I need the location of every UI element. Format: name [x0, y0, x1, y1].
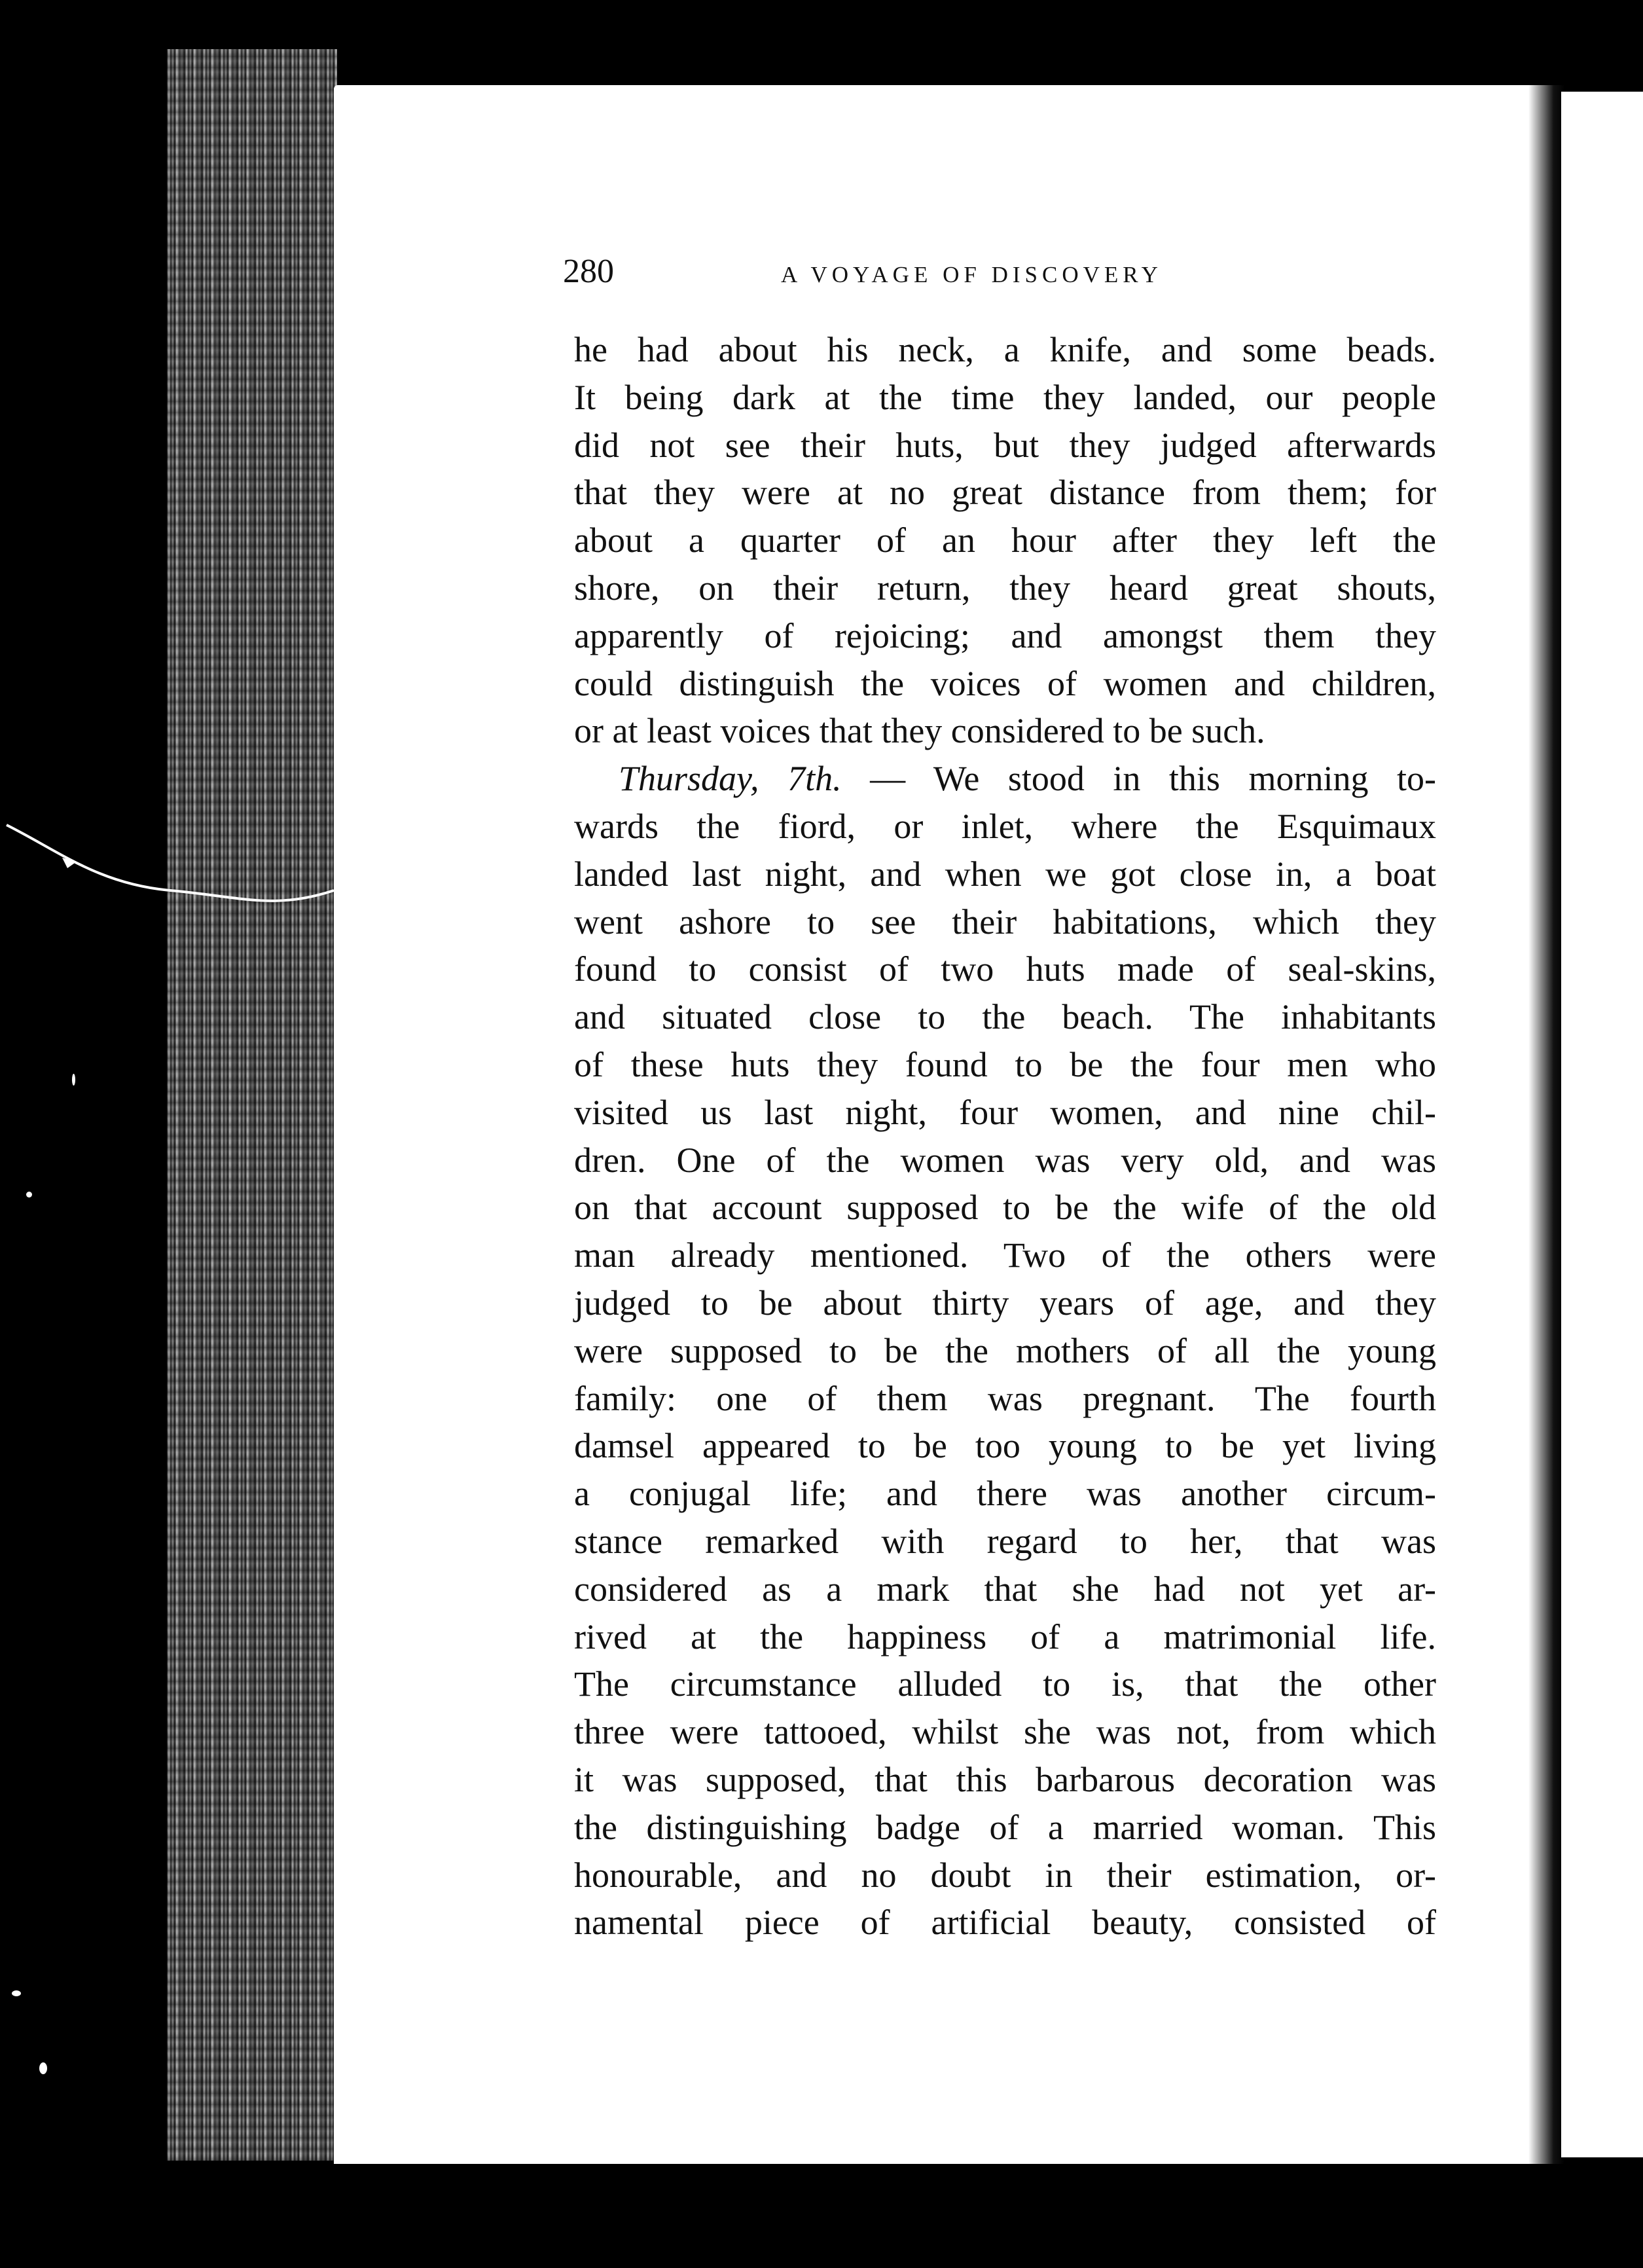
text-line: honourable, and no doubt in their estimation, or- — [574, 1855, 1436, 1895]
next-page-edge — [1561, 92, 1643, 2157]
text-line: damsel appeared to be too young to be yet living — [574, 1426, 1436, 1466]
text-line: shore, on their return, they heard great shouts, — [574, 568, 1436, 608]
text-line: that they were at no great distance from them; for — [574, 473, 1436, 513]
text-line: or at least voices that they considered to be such. — [574, 711, 1265, 751]
text-line: about a quarter of an hour after they left the — [574, 521, 1436, 560]
text-line: on that account supposed to be the wife of the old — [574, 1188, 1436, 1228]
text-line: the distinguishing badge of a married woman. This — [574, 1807, 1436, 1847]
text-line: stance remarked with regard to her, that was — [574, 1521, 1436, 1561]
text-line: he had about his neck, a knife, and some beads. — [574, 330, 1436, 369]
text-line: considered as a mark that she had not yet ar- — [574, 1569, 1436, 1609]
scan-speck — [12, 1990, 21, 1996]
text-line: found to consist of two huts made of seal-skins, — [574, 949, 1436, 989]
gutter-shadow — [1528, 85, 1564, 2164]
entry-date: Thursday, 7th. — [619, 759, 842, 799]
text-line: of these huts they found to be the four men who — [574, 1044, 1436, 1084]
text-line: wards the fiord, or inlet, where the Esquimaux — [574, 806, 1436, 846]
text-line: It being dark at the time they landed, our people — [574, 377, 1436, 417]
page-header — [563, 249, 1218, 295]
paragraph-first-line — [574, 755, 1436, 803]
scan-speck — [39, 2062, 47, 2074]
body-text — [574, 326, 1436, 1947]
text-line: it was supposed, that this barbarous decoration was — [574, 1759, 1436, 1799]
loose-thread-mark — [0, 812, 340, 917]
text-line: were supposed to be the mothers of all the young — [574, 1330, 1436, 1370]
text-line: three were tattooed, whilst she was not, from which — [574, 1712, 1436, 1752]
text-line: namental piece of artificial beauty, consisted of — [574, 1903, 1436, 1943]
scan-speck — [1623, 1408, 1627, 1412]
text-line: and situated close to the beach. The inhabitants — [574, 997, 1436, 1037]
text-line: family: one of them was pregnant. The fourth — [574, 1378, 1436, 1418]
text-line: visited us last night, four women, and nine chil- — [574, 1092, 1436, 1132]
scan-speck — [26, 1192, 32, 1198]
text-line: The circumstance alluded to is, that the other — [574, 1664, 1436, 1704]
text-line: a conjugal life; and there was another circum- — [574, 1474, 1436, 1514]
text-line: did not see their huts, but they judged afterwards — [574, 425, 1436, 465]
text-line: apparently of rejoicing; and amongst them they — [574, 615, 1436, 655]
text-line: landed last night, and when we got close in, a boat — [574, 854, 1436, 894]
text-line: dren. One of the women was very old, and was — [574, 1140, 1436, 1180]
entry-text-start: — We stood in this morning to- — [841, 759, 1436, 799]
page-edge-stack — [167, 49, 337, 2161]
text-line: rived at the happiness of a matrimonial life. — [574, 1617, 1436, 1656]
text-line: went ashore to see their habitations, which they — [574, 902, 1436, 942]
text-line: man already mentioned. Two of the others were — [574, 1235, 1436, 1275]
book-cover-dark-area — [0, 0, 167, 2268]
text-line: judged to be about thirty years of age, and they — [574, 1283, 1436, 1323]
running-head: A VOYAGE OF DISCOVERY — [781, 262, 1163, 287]
text-line: could distinguish the voices of women and children, — [574, 663, 1436, 703]
page-number: 280 — [563, 253, 614, 290]
scan-speck — [72, 1074, 75, 1086]
